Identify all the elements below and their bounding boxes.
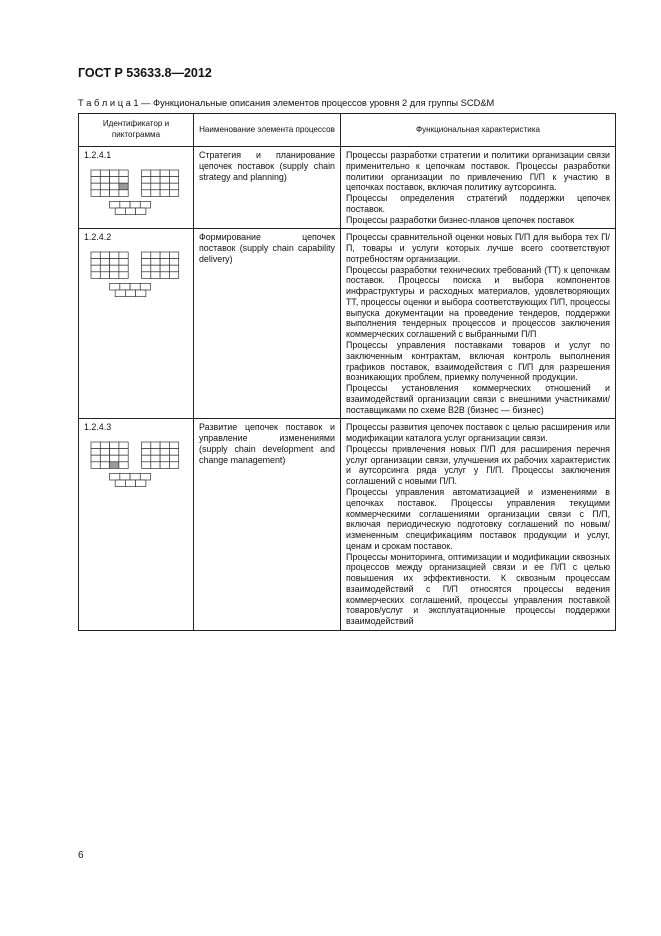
pictogram-grid-icon [90, 251, 188, 302]
functional-description [341, 229, 616, 419]
identifier-cell [79, 419, 194, 631]
description-paragraph: Процессы определения стратегий поддержки цепочек поставок. [346, 193, 610, 214]
description-paragraph: Процессы разработки бизнес-планов цепочек поставок [346, 214, 574, 225]
description-paragraph: Процессы разработки технических требований (ТТ) к цепочкам поставок. Процессы поиска и выбора компонентов инфраструктуры и расходных материалов, удовлетворяющих ТТ, процессы оценки и выбора соответствующих П/П, процессы выпуска документации на проведение тендеров, поддержки выполнения тендерных процессов и процессов заключения коммерческих соглашений с выбранными П/П [346, 264, 610, 340]
table-row [79, 147, 616, 229]
process-name: Стратегия и планирование цепочек поставок (supply chain strategy and planning) [194, 147, 341, 229]
process-id: 1.2.4.1 [84, 150, 112, 160]
description-paragraph: Процессы развития цепочек поставок с целью расширения или модификации каталога услуг организации связи. [346, 422, 610, 444]
description-paragraph: Процессы мониторинга, оптимизации и модификации сквозных процессов между организацией связи и ее П/П с целью повышения их эффективности. К сквозным процессам взаимодействий с П/П относятся процессы ведения коммерческих соглашений, процессы управления поставкой товаров/услуг и эксплуатационные процессы поддержки взаимодействий [346, 551, 610, 627]
description-paragraph: Процессы управления поставками товаров и услуг по заключенным контрактам, включая контроль выполнения графиков поставок, взаимодействия с П/П для разрешения возникающих проблем, приемку полученной продукции. [346, 340, 610, 383]
pictogram-grid-icon [90, 169, 188, 220]
column-header-name: Наименование элемента процессов [194, 114, 341, 147]
process-id: 1.2.4.2 [84, 232, 112, 243]
identifier-cell [79, 229, 194, 419]
functional-table [78, 113, 616, 631]
table-row [79, 229, 616, 419]
page-number: 6 [78, 850, 84, 861]
identifier-cell [79, 147, 194, 229]
description-paragraph: Процессы разработки стратегии и политики организации связи применительно к цепочкам поставок. Процессы разработки политики организации по привлечению П/П к участию в цепочках поставок, включая политику аутсорсинга. [346, 150, 610, 193]
column-header-id: Идентификатор и пиктограмма [79, 114, 194, 147]
table-header-row [79, 114, 616, 147]
description-paragraph: Процессы сравнительной оценки новых П/П для выбора тех П/П, товары и услуги которых лучше всего соответствуют потребностям организации. [346, 232, 610, 264]
description-paragraph: Процессы управления автоматизацией и изменениями в цепочках поставок. Процессы управления текущими коммерческими соглашениями организации связи с П/П, включая периодическую подготовку соглашений по новым/измененным спецификациям поставок продукции и услуг, ценам и срокам поставок. [346, 486, 610, 551]
process-name: Формирование цепочек поставок (supply chain capability delivery) [194, 229, 341, 419]
description-paragraph: Процессы привлечения новых П/П для расширения перечня услуг организации связи, улучшения их рабочих характеристик и аутсорсинга ряда услуг у П/П. Процессы заключения соглашений с новыми П/П. [346, 443, 610, 487]
functional-description [341, 147, 616, 229]
document-title: ГОСТ Р 53633.8—2012 [78, 66, 212, 80]
description-paragraph: Процессы установления коммерческих отношений и взаимодействий организации связи с внешними участниками/поставщиками по схеме B2B (бизнес — бизнес) [346, 383, 610, 415]
pictogram-grid-icon [90, 441, 188, 492]
functional-description [341, 419, 616, 631]
table-row [79, 419, 616, 631]
table-caption: Т а б л и ц а 1 — Функциональные описания элементов процессов уровня 2 для группы SCD&M [78, 98, 495, 108]
process-id: 1.2.4.3 [84, 422, 112, 433]
column-header-function: Функциональная характеристика [341, 114, 616, 147]
process-name: Развитие цепочек поставок и управление изменениями (supply chain development and change management) [194, 419, 341, 631]
